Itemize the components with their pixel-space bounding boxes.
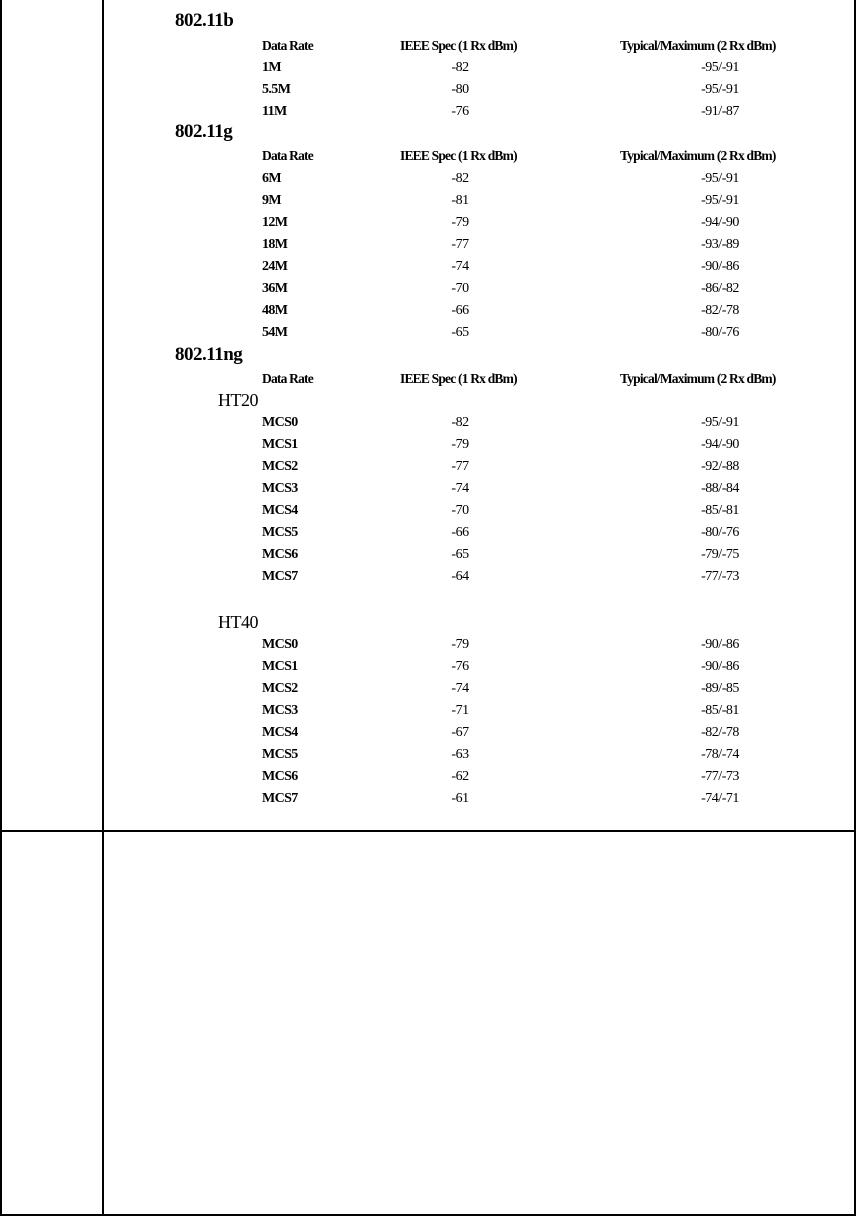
subsection-title-ht40: HT40 <box>218 612 258 632</box>
table-row <box>0 744 856 766</box>
table-row <box>0 434 856 456</box>
typical-max-cell: -78/-74 <box>701 747 739 762</box>
typical-max-cell: -82/-78 <box>701 303 739 318</box>
typical-max-cell: -95/-91 <box>701 171 739 186</box>
header-typical-max: Typical/Maximum (2 Rx dBm) <box>620 371 776 386</box>
data-rate-cell: MCS1 <box>262 437 298 452</box>
data-rate-cell: MCS3 <box>262 481 298 496</box>
header-ieee-spec: IEEE Spec (1 Rx dBm) <box>400 38 517 53</box>
ieee-spec-cell: -66 <box>451 303 469 318</box>
header-data-rate: Data Rate <box>262 371 313 386</box>
typical-max-cell: -95/-91 <box>701 193 739 208</box>
data-rate-cell: MCS7 <box>262 569 298 584</box>
ieee-spec-cell: -61 <box>451 791 469 806</box>
ieee-spec-cell: -74 <box>451 259 469 274</box>
ieee-spec-cell: -82 <box>451 415 469 430</box>
typical-max-cell: -91/-87 <box>701 104 739 119</box>
data-rate-cell: 18M <box>262 237 288 252</box>
typical-max-cell: -86/-82 <box>701 281 739 296</box>
table-row <box>0 766 856 788</box>
column-header-row <box>0 35 856 57</box>
table-row <box>0 278 856 300</box>
data-rate-cell: 36M <box>262 281 288 296</box>
ieee-spec-cell: -79 <box>451 215 469 230</box>
ieee-spec-cell: -81 <box>451 193 469 208</box>
data-rate-cell: 24M <box>262 259 288 274</box>
table-row <box>0 500 856 522</box>
data-rate-cell: MCS6 <box>262 769 298 784</box>
data-rate-cell: MCS5 <box>262 747 298 762</box>
section-title-80211b: 802.11b <box>175 10 234 31</box>
typical-max-cell: -80/-76 <box>701 325 739 340</box>
ieee-spec-cell: -71 <box>451 703 469 718</box>
table-row <box>0 212 856 234</box>
ieee-spec-cell: -67 <box>451 725 469 740</box>
typical-max-cell: -92/-88 <box>701 459 739 474</box>
typical-max-cell: -95/-91 <box>701 60 739 75</box>
table-row <box>0 322 856 344</box>
typical-max-cell: -94/-90 <box>701 215 739 230</box>
typical-max-cell: -90/-86 <box>701 659 739 674</box>
ieee-spec-cell: -74 <box>451 681 469 696</box>
typical-max-cell: -85/-81 <box>701 703 739 718</box>
typical-max-cell: -88/-84 <box>701 481 739 496</box>
ieee-spec-cell: -70 <box>451 281 469 296</box>
header-data-rate: Data Rate <box>262 148 313 163</box>
subsection-title-ht20: HT20 <box>218 390 258 410</box>
table-row-divider <box>0 830 856 832</box>
ieee-spec-cell: -63 <box>451 747 469 762</box>
typical-max-cell: -95/-91 <box>701 415 739 430</box>
data-rate-cell: MCS1 <box>262 659 298 674</box>
header-data-rate: Data Rate <box>262 38 313 53</box>
data-rate-cell: MCS5 <box>262 525 298 540</box>
typical-max-cell: -90/-86 <box>701 259 739 274</box>
table-row <box>0 412 856 434</box>
ieee-spec-cell: -76 <box>451 659 469 674</box>
table-row <box>0 722 856 744</box>
typical-max-cell: -90/-86 <box>701 637 739 652</box>
table-row <box>0 456 856 478</box>
data-rate-cell: 12M <box>262 215 288 230</box>
ieee-spec-cell: -66 <box>451 525 469 540</box>
table-row <box>0 566 856 588</box>
typical-max-cell: -85/-81 <box>701 503 739 518</box>
data-rate-cell: MCS2 <box>262 459 298 474</box>
data-rate-cell: 1M <box>262 60 282 75</box>
table-row <box>0 101 856 123</box>
data-rate-cell: 6M <box>262 171 282 186</box>
typical-max-cell: -93/-89 <box>701 237 739 252</box>
table-row <box>0 256 856 278</box>
ieee-spec-cell: -62 <box>451 769 469 784</box>
typical-max-cell: -77/-73 <box>701 769 739 784</box>
typical-max-cell: -94/-90 <box>701 437 739 452</box>
typical-max-cell: -82/-78 <box>701 725 739 740</box>
table-row <box>0 79 856 101</box>
header-typical-max: Typical/Maximum (2 Rx dBm) <box>620 38 776 53</box>
ieee-spec-cell: -77 <box>451 459 469 474</box>
ieee-spec-cell: -70 <box>451 503 469 518</box>
typical-max-cell: -79/-75 <box>701 547 739 562</box>
table-row <box>0 168 856 190</box>
ieee-spec-cell: -79 <box>451 637 469 652</box>
section-title-80211g: 802.11g <box>175 121 233 142</box>
table-row <box>0 190 856 212</box>
data-rate-cell: 9M <box>262 193 282 208</box>
table-row <box>0 788 856 810</box>
ieee-spec-cell: -76 <box>451 104 469 119</box>
data-rate-cell: MCS4 <box>262 725 298 740</box>
data-rate-cell: MCS7 <box>262 791 298 806</box>
data-rate-cell: 5.5M <box>262 82 291 97</box>
ieee-spec-cell: -64 <box>451 569 469 584</box>
ieee-spec-cell: -65 <box>451 325 469 340</box>
table-row <box>0 544 856 566</box>
data-rate-cell: MCS0 <box>262 637 298 652</box>
data-rate-cell: MCS4 <box>262 503 298 518</box>
section-title-80211ng: 802.11ng <box>175 344 243 365</box>
table-row <box>0 522 856 544</box>
ieee-spec-cell: -82 <box>451 60 469 75</box>
data-rate-cell: 48M <box>262 303 288 318</box>
typical-max-cell: -74/-71 <box>701 791 739 806</box>
typical-max-cell: -89/-85 <box>701 681 739 696</box>
data-rate-cell: 54M <box>262 325 288 340</box>
typical-max-cell: -77/-73 <box>701 569 739 584</box>
header-typical-max: Typical/Maximum (2 Rx dBm) <box>620 148 776 163</box>
data-rate-cell: MCS0 <box>262 415 298 430</box>
typical-max-cell: -80/-76 <box>701 525 739 540</box>
table-row <box>0 300 856 322</box>
ieee-spec-cell: -80 <box>451 82 469 97</box>
ieee-spec-cell: -77 <box>451 237 469 252</box>
data-rate-cell: MCS3 <box>262 703 298 718</box>
ieee-spec-cell: -65 <box>451 547 469 562</box>
ieee-spec-cell: -74 <box>451 481 469 496</box>
column-header-row <box>0 368 856 390</box>
table-row <box>0 656 856 678</box>
ieee-spec-cell: -82 <box>451 171 469 186</box>
table-row <box>0 478 856 500</box>
table-row <box>0 234 856 256</box>
ieee-spec-cell: -79 <box>451 437 469 452</box>
data-rate-cell: 11M <box>262 104 287 119</box>
table-row <box>0 700 856 722</box>
header-ieee-spec: IEEE Spec (1 Rx dBm) <box>400 371 517 386</box>
typical-max-cell: -95/-91 <box>701 82 739 97</box>
table-row <box>0 57 856 79</box>
data-rate-cell: MCS6 <box>262 547 298 562</box>
column-header-row <box>0 145 856 167</box>
table-row <box>0 678 856 700</box>
data-rate-cell: MCS2 <box>262 681 298 696</box>
header-ieee-spec: IEEE Spec (1 Rx dBm) <box>400 148 517 163</box>
table-row <box>0 634 856 656</box>
